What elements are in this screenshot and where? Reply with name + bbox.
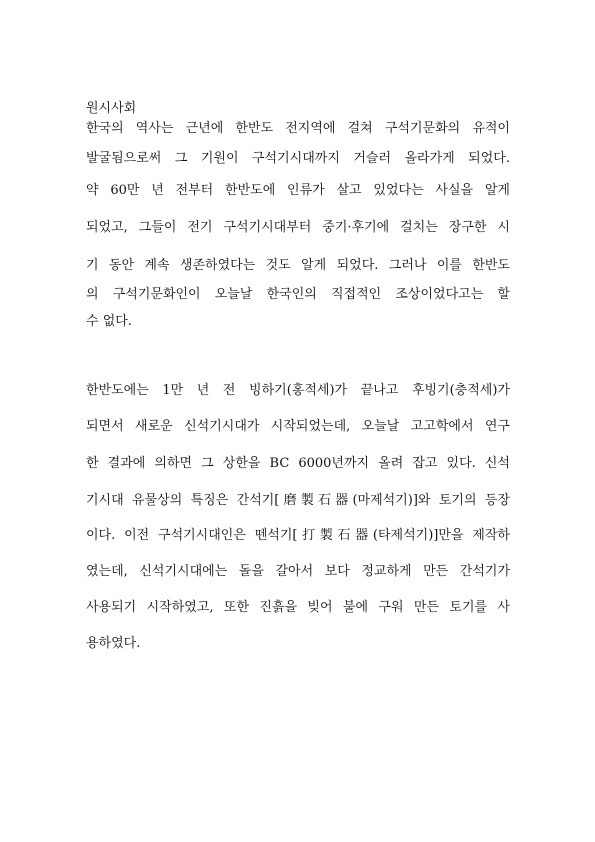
paragraph-1-line-2: 발굴됨으로써 그 기원이 구석기시대까지 거슬러 올라가게 되었다.: [86, 151, 510, 166]
paragraph-1-line-4: 되었고, 그들이 전기 구석기시대부터 중기·후기에 걸치는 장구한 시: [86, 220, 510, 235]
paragraph-2-line-1: 한반도에는 1만 년 전 빙하기(홍적세)가 끝나고 후빙기(충적세)가: [86, 383, 510, 398]
paragraph-1-line-7: 수 없다.: [86, 314, 132, 329]
paragraph-2-line-5: 이다. 이전 구석기시대인은 뗀석기[打製石器(타제석기)]만을 제작하: [86, 528, 510, 543]
document-title: 원시사회: [86, 101, 137, 116]
paragraph-1-line-6: 의 구석기문화인이 오늘날 한국인의 직접적인 조상이었다고는 할: [86, 287, 510, 302]
paragraph-1-line-3: 약 60만 년 전부터 한반도에 인류가 살고 있었다는 사실을 알게: [86, 183, 510, 198]
paragraph-2-line-2: 되면서 새로운 신석기시대가 시작되었는데, 오늘날 고고학에서 연구: [86, 419, 510, 434]
paragraph-2-line-7: 사용되기 시작하였고, 또한 진흙을 빚어 불에 구워 만든 토기를 사: [86, 600, 510, 615]
paragraph-1-line-1: 한국의 역사는 근년에 한반도 전지역에 걸쳐 구석기문화의 유적이: [86, 121, 510, 136]
paragraph-2-line-6: 였는데, 신석기시대에는 돌을 갈아서 보다 정교하게 만든 간석기가: [86, 564, 510, 579]
paragraph-2-line-8: 용하였다.: [86, 636, 141, 651]
paragraph-2-line-4: 기시대 유물상의 특징은 간석기[磨製石器(마제석기)]와 토기의 등장: [86, 493, 510, 508]
paragraph-1-line-5: 기 동안 계속 생존하였다는 것도 알게 되었다. 그러나 이를 한반도: [86, 258, 510, 273]
paragraph-2-line-3: 한 결과에 의하면 그 상한을 BC 6000년까지 올려 잡고 있다. 신석: [86, 456, 510, 471]
